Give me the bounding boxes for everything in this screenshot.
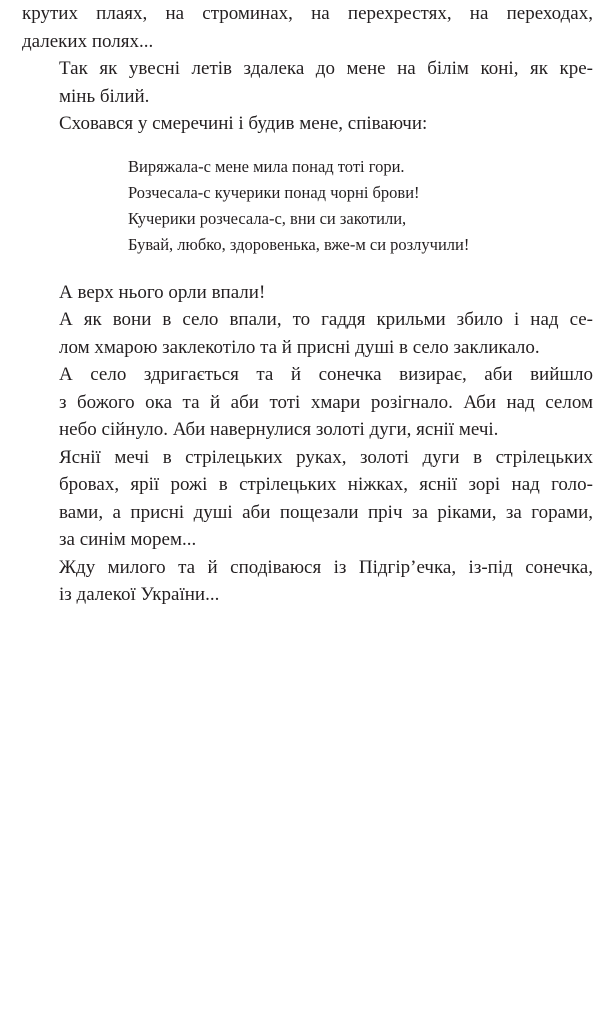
verse-line: Розчесала-с кучерики понад чорні брови! <box>128 182 420 202</box>
paragraph <box>22 306 593 361</box>
text-line: далеких полях... <box>22 30 154 52</box>
text-line: вами, а присні душі аби пощезали пріч за ріками, за горами, <box>59 501 593 523</box>
text-line: Так як увесні летів здалека до мене на білім коні, як кре- <box>59 58 593 79</box>
text-line: з божого ока та й аби тоті хмари розігнало. Аби над селом <box>59 391 593 413</box>
text-line: А верх нього орли впали! <box>59 281 266 303</box>
paragraph <box>22 110 593 138</box>
song-verse <box>128 154 593 258</box>
verse-line: Бувай, любко, здоровенька, вже-м си розлучили! <box>128 234 470 254</box>
text-line: А село здригається та й сонечка визирає, аби вийшло <box>59 364 593 385</box>
paragraph <box>22 554 593 609</box>
verse-line: Виряжала-с мене мила понад тоті гори. <box>128 156 405 176</box>
text-line: Сховався у смеречині і будив мене, співаючи: <box>59 113 428 134</box>
paragraph <box>22 55 593 110</box>
paragraph <box>22 361 593 444</box>
paragraph <box>22 444 593 554</box>
verse-line: Кучерики розчесала-с, вни си закотили, <box>128 208 407 228</box>
book-page <box>22 0 593 609</box>
text-line: крутих плаях, на строминах, на перехрестях, на переходах, <box>22 3 593 24</box>
text-line: лом хмарою заклекотіло та й присні душі в село закликало. <box>59 336 540 358</box>
text-line: Жду милого та й сподіваюся із Підгір’ечка, із-під сонечка, <box>59 556 593 578</box>
text-line: небо сійнуло. Аби навернулися золоті дуги, яснії мечі. <box>59 419 499 440</box>
text-line: А як вони в село впали, то гаддя крильми збило і над се- <box>59 309 593 330</box>
text-line: бровах, ярії рожі в стрілецьких ніжках, яснії зорі над голо- <box>59 474 593 495</box>
text-line: за синім морем... <box>59 529 197 550</box>
text-line: Яснії мечі в стрілецьких руках, золоті дуги в стрілецьких <box>59 446 593 468</box>
text-line: мінь білий. <box>59 85 150 107</box>
paragraph <box>22 279 593 307</box>
paragraph-continued <box>22 0 593 55</box>
text-line: із далекої України... <box>59 584 220 605</box>
